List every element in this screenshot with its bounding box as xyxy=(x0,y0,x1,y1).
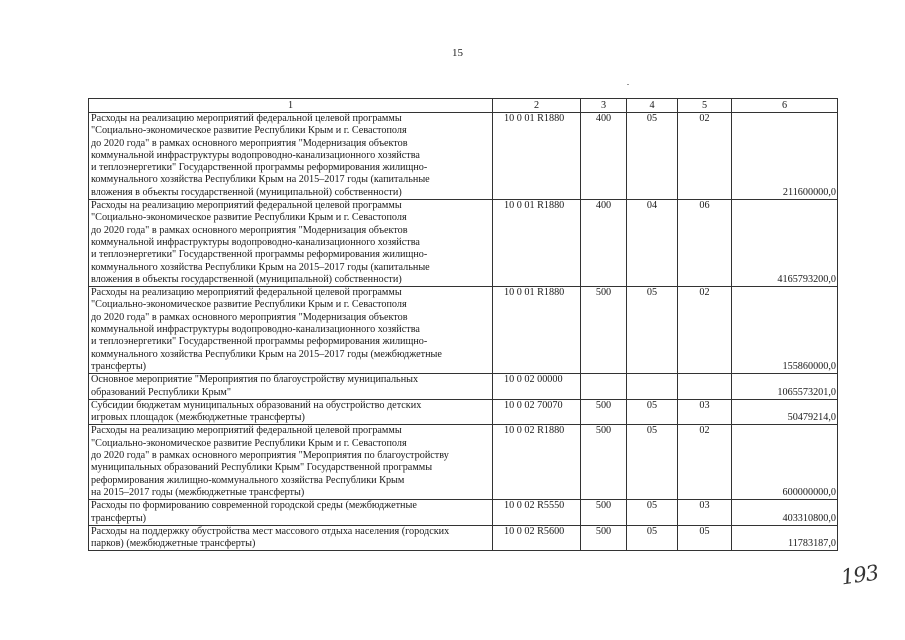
scan-speck xyxy=(627,84,629,85)
header-cell-4: 4 xyxy=(627,99,678,113)
table-row xyxy=(89,500,838,526)
row-amount: 211600000,0 xyxy=(732,113,838,200)
row-target-article-code: 10 0 02 00000 xyxy=(493,374,581,400)
row-amount: 50479214,0 xyxy=(732,399,838,425)
row-description: Расходы на реализацию мероприятий федеральной целевой программы "Социально-экономическое развитие Республики Крым и г. Севастополя до 2020 года" в рамках основного мероприятия "Модернизация объектов коммунальной инфраструктуры водопроводно-канализационного хозяйства и теплоэнергетики" Государственной программы реформирования жилищно- коммунального хозяйства Республики Крым на 2015–2017 годы (капитальные вложения в объекты государственной (муниципальной) собственности) xyxy=(89,113,493,200)
header-cell-2: 2 xyxy=(493,99,581,113)
row-amount: 11783187,0 xyxy=(732,525,838,551)
table-row xyxy=(89,113,838,200)
table-row xyxy=(89,200,838,287)
header-cell-1: 1 xyxy=(89,99,493,113)
row-subsection-code xyxy=(678,374,732,400)
row-section-code xyxy=(627,374,678,400)
header-cell-6: 6 xyxy=(732,99,838,113)
row-amount: 4165793200,0 xyxy=(732,200,838,287)
row-section-code: 05 xyxy=(627,287,678,374)
table-row xyxy=(89,525,838,551)
row-target-article-code: 10 0 02 R5550 xyxy=(493,500,581,526)
row-section-code: 05 xyxy=(627,113,678,200)
row-expense-type-code xyxy=(581,374,627,400)
handwritten-page-mark: 193 xyxy=(839,560,880,590)
table-row xyxy=(89,287,838,374)
budget-table-body xyxy=(89,99,838,551)
page-number: 15 xyxy=(452,47,463,59)
row-target-article-code: 10 0 02 70070 xyxy=(493,399,581,425)
row-description: Основное мероприятие "Мероприятия по благоустройству муниципальных образований Республики Крым" xyxy=(89,374,493,400)
header-cell-3: 3 xyxy=(581,99,627,113)
budget-table xyxy=(88,98,838,551)
row-subsection-code: 03 xyxy=(678,399,732,425)
row-subsection-code: 03 xyxy=(678,500,732,526)
row-section-code: 05 xyxy=(627,425,678,500)
row-section-code: 04 xyxy=(627,200,678,287)
row-description: Расходы на поддержку обустройства мест массового отдыха населения (городских парков) (межбюджетные трансферты) xyxy=(89,525,493,551)
row-expense-type-code: 500 xyxy=(581,287,627,374)
row-target-article-code: 10 0 02 R1880 xyxy=(493,425,581,500)
row-section-code: 05 xyxy=(627,500,678,526)
row-subsection-code: 06 xyxy=(678,200,732,287)
row-subsection-code: 05 xyxy=(678,525,732,551)
table-header-row xyxy=(89,99,838,113)
row-expense-type-code: 500 xyxy=(581,399,627,425)
row-expense-type-code: 400 xyxy=(581,200,627,287)
header-cell-5: 5 xyxy=(678,99,732,113)
row-expense-type-code: 500 xyxy=(581,425,627,500)
row-amount: 155860000,0 xyxy=(732,287,838,374)
row-target-article-code: 10 0 01 R1880 xyxy=(493,200,581,287)
row-subsection-code: 02 xyxy=(678,113,732,200)
row-expense-type-code: 400 xyxy=(581,113,627,200)
row-amount: 403310800,0 xyxy=(732,500,838,526)
row-description: Субсидии бюджетам муниципальных образований на обустройство детских игровых площадок (межбюджетные трансферты) xyxy=(89,399,493,425)
row-section-code: 05 xyxy=(627,525,678,551)
row-subsection-code: 02 xyxy=(678,287,732,374)
table-row xyxy=(89,374,838,400)
table-row xyxy=(89,425,838,500)
table-row xyxy=(89,399,838,425)
row-amount: 600000000,0 xyxy=(732,425,838,500)
row-target-article-code: 10 0 01 R1880 xyxy=(493,113,581,200)
row-amount: 1065573201,0 xyxy=(732,374,838,400)
row-target-article-code: 10 0 02 R5600 xyxy=(493,525,581,551)
row-description: Расходы на реализацию мероприятий федеральной целевой программы "Социально-экономическое развитие Республики Крым и г. Севастополя до 2020 года" в рамках основного мероприятия "Модернизация объектов коммунальной инфраструктуры водопроводно-канализационного хозяйства и теплоэнергетики" Государственной программы реформирования жилищно- коммунального хозяйства Республики Крым на 2015–2017 годы (межбюджетные трансферты) xyxy=(89,287,493,374)
row-description: Расходы на реализацию мероприятий федеральной целевой программы "Социально-экономическое развитие Республики Крым и г. Севастополя до 2020 года" в рамках основного мероприятия "Мероприятия по благоустройству муниципальных образований Республики Крым" Государственной программы реформирования жилищно-коммунального хозяйства Республики Крым на 2015–2017 годы (межбюджетные трансферты) xyxy=(89,425,493,500)
row-description: Расходы по формированию современной городской среды (межбюджетные трансферты) xyxy=(89,500,493,526)
row-subsection-code: 02 xyxy=(678,425,732,500)
row-expense-type-code: 500 xyxy=(581,500,627,526)
row-section-code: 05 xyxy=(627,399,678,425)
row-expense-type-code: 500 xyxy=(581,525,627,551)
row-description: Расходы на реализацию мероприятий федеральной целевой программы "Социально-экономическое развитие Республики Крым и г. Севастополя до 2020 года" в рамках основного мероприятия "Модернизация объектов коммунальной инфраструктуры водопроводно-канализационного хозяйства и теплоэнергетики" Государственной программы реформирования жилищно- коммунального хозяйства Республики Крым на 2015–2017 годы (капитальные вложения в объекты государственной (муниципальной) собственности) xyxy=(89,200,493,287)
row-target-article-code: 10 0 01 R1880 xyxy=(493,287,581,374)
